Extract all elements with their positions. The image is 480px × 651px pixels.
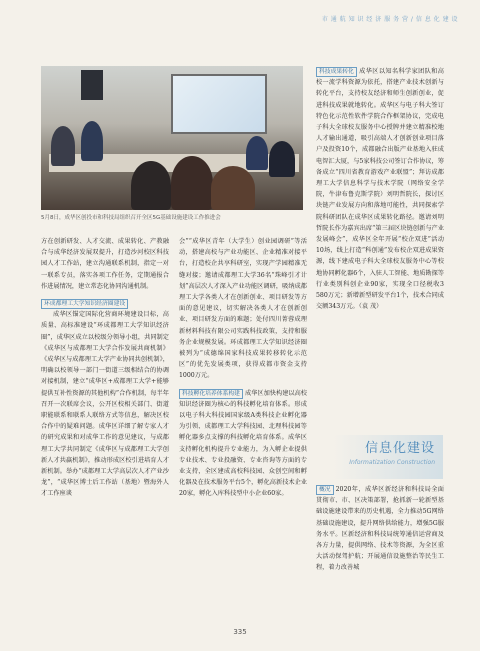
section-tag: 概况 bbox=[316, 485, 334, 495]
column-3-lower bbox=[316, 484, 444, 622]
column-1 bbox=[41, 236, 169, 621]
photo-person bbox=[81, 121, 103, 161]
section-tag: 科技孵化培养体系构建 bbox=[179, 389, 243, 399]
section-tag: 科技成果转化 bbox=[316, 67, 357, 77]
section-title-zh: 信息化建设 bbox=[364, 441, 435, 456]
photo-person bbox=[211, 166, 255, 210]
paragraph: 成华区锚定国际化营商环境建设目标，高质量、高标准建设“环成都理工大学知识经济圈”，成华区成立以校级分领导小组，共同制定《成华区与成都理工大学合作发展共商机制》《成华区与成都理工大学产业协同共创机制》，明确以校领导一部门一街道三级相结合的协调对接机制，建立“成华区+成都理工大学+能够提供互补性资源的其他机构”合作机制，每半年召开一次联席会议，公开区校相关部门、街道职能联系和联系人联络方式等信息，解决区校合作中的疑难问题。成华区详细了解专家人才的研究成果和对成华工作的意见建议，与成都理工大学共同制定《成华区与成都理工大学创新人才共赢机制》，推动形成区校引进培育人才新机制。举办“成都理工大学高层次人才产业沙龙”，“成华区博士后工作站（基地）暨海外人才工作座谈 bbox=[41, 311, 169, 498]
paragraph: 概况 2020年，成华区新经济和科技局全面贯彻市、市、区决策部署，抢抓新一轮新型基础设施建设带来的历史机遇，全力推动5G网络基础设施建设，提升网络供给能力，增强5G服务水平。区新经济和科技局统筹通信运营商及各方力量，提供网络、技术等资源，为全区重大活动保驾护航；开展通信设施整治等民生工程，着力改善城 bbox=[316, 486, 444, 572]
column-2 bbox=[179, 236, 307, 621]
section-tag: 环成都理工大学知识经济圈建设 bbox=[41, 299, 128, 309]
photo-projection-screen bbox=[171, 74, 267, 134]
paragraph: 科技孵化培养体系构建 成华区加快构建以高校知识经济圈为核心的科技孵化培育体系。形成以电子科大科技园国家级A类科技企业孵化器为引领、成都理工大学科技园、北理科技园等孵化器多点支撑的科技孵化培育体系。成华区支持孵化机构提升专业能力，为入孵企业提供专业技术、专业投融资、专业咨询等方面的专业支持，全区建成高校科技园、众创空间和孵化器及在技术服务平台5个，孵化高新技术企业20家，孵化入库科技型中小企业60家。 bbox=[179, 389, 307, 498]
paragraph: 方在创新研发、人才交流、成果转化、产教融合与成华经济发展双提升，打造沙河校区科技园人才工作站，建立沟通联系机制，指定一对一联系专员，落实各项工作任务，定期通报合作进展情况，建立常态化协同沟通机制。 bbox=[41, 238, 169, 290]
photo-board bbox=[81, 70, 103, 100]
column-3 bbox=[316, 66, 444, 434]
photo-person bbox=[246, 136, 268, 170]
photo-person bbox=[269, 141, 295, 177]
photo-person bbox=[171, 156, 213, 210]
subheading bbox=[41, 298, 169, 309]
section-title bbox=[333, 435, 443, 479]
section-title-en: Informatization Construction bbox=[349, 459, 435, 466]
running-header: 市 通 航 知 识 经 济 服 务 营 / 信 息 化 建 设 bbox=[321, 16, 458, 23]
page-number: 335 bbox=[233, 628, 247, 636]
paragraph: 会”“成华区青年（大学生）创业园调研”等活动，搭建高校与产业功能区、企业精准对接平台，打造校企共享科研室，实现产学园精准无缝对接；邀请成都理工大学36名“珠峰引才计划”高层次人才深入产业功能区调研，吸纳成都理工大学各类人才在创新创业、项目研发等方面的意见建议，切实解决各类人才在创新创业、项目研发方面的难题；处付四川菁蓉成理新材料科技有限公司实践科技政策，支持和服务企业规模发展。环成都理工大学知识经济圈被列为“成德绵国家科技成果转移转化示范区”的优先发展类项，获得成都市资金支持1000万元。 bbox=[179, 238, 307, 380]
photo-person bbox=[131, 161, 171, 210]
paragraph: 科技成果转化 成华区以知名科学家团队和高校一流学科资源为依托，搭建产业技术创新与转化平台，支持校友经济和师生创新创业，促进科技成果就地转化。成华区与电子科大签订特色化示范性软件学院合作框架协议，完成电子科大全球校友服务中心授牌并建立精准校地人才输出通道，吸引高端人才创新创业项目落户及投资10个，成都融合出版产业基地入驻成电智汇大厦，与5家科技公司签订合作协议，筹备成立“四川省教育游戏产业联盟”；拜访成都理工大学信息科学与技术学院（网络安全学院，牛津布鲁克斯学院）刘明哲院长，探讨区块链产业发展方向和落地可能性，共同探索学院科研团队在成华区成果转化路径。邀请刘明哲院长作为嘉宾出席“第三届区块链创新与产业发展峰会”，成华区全年开展“校企双进”活动10场，线上打造“科创通”发布校企双进成果资源，线下建成电子科大全球校友服务中心等校地协同孵化器6个，入驻人工智能、地质勘探等行业类别科创企业90家，实现全口径税收3 580万元；新增新型研发平台1个，技术合同成交额343万元。（袁 茂） bbox=[316, 68, 444, 311]
photo-person bbox=[51, 126, 75, 166]
photo-caption: 5月8日，成华区创投市和科技局组织召开全区5G基础设施建设工作推进会 bbox=[41, 215, 221, 221]
meeting-photo bbox=[41, 66, 303, 210]
